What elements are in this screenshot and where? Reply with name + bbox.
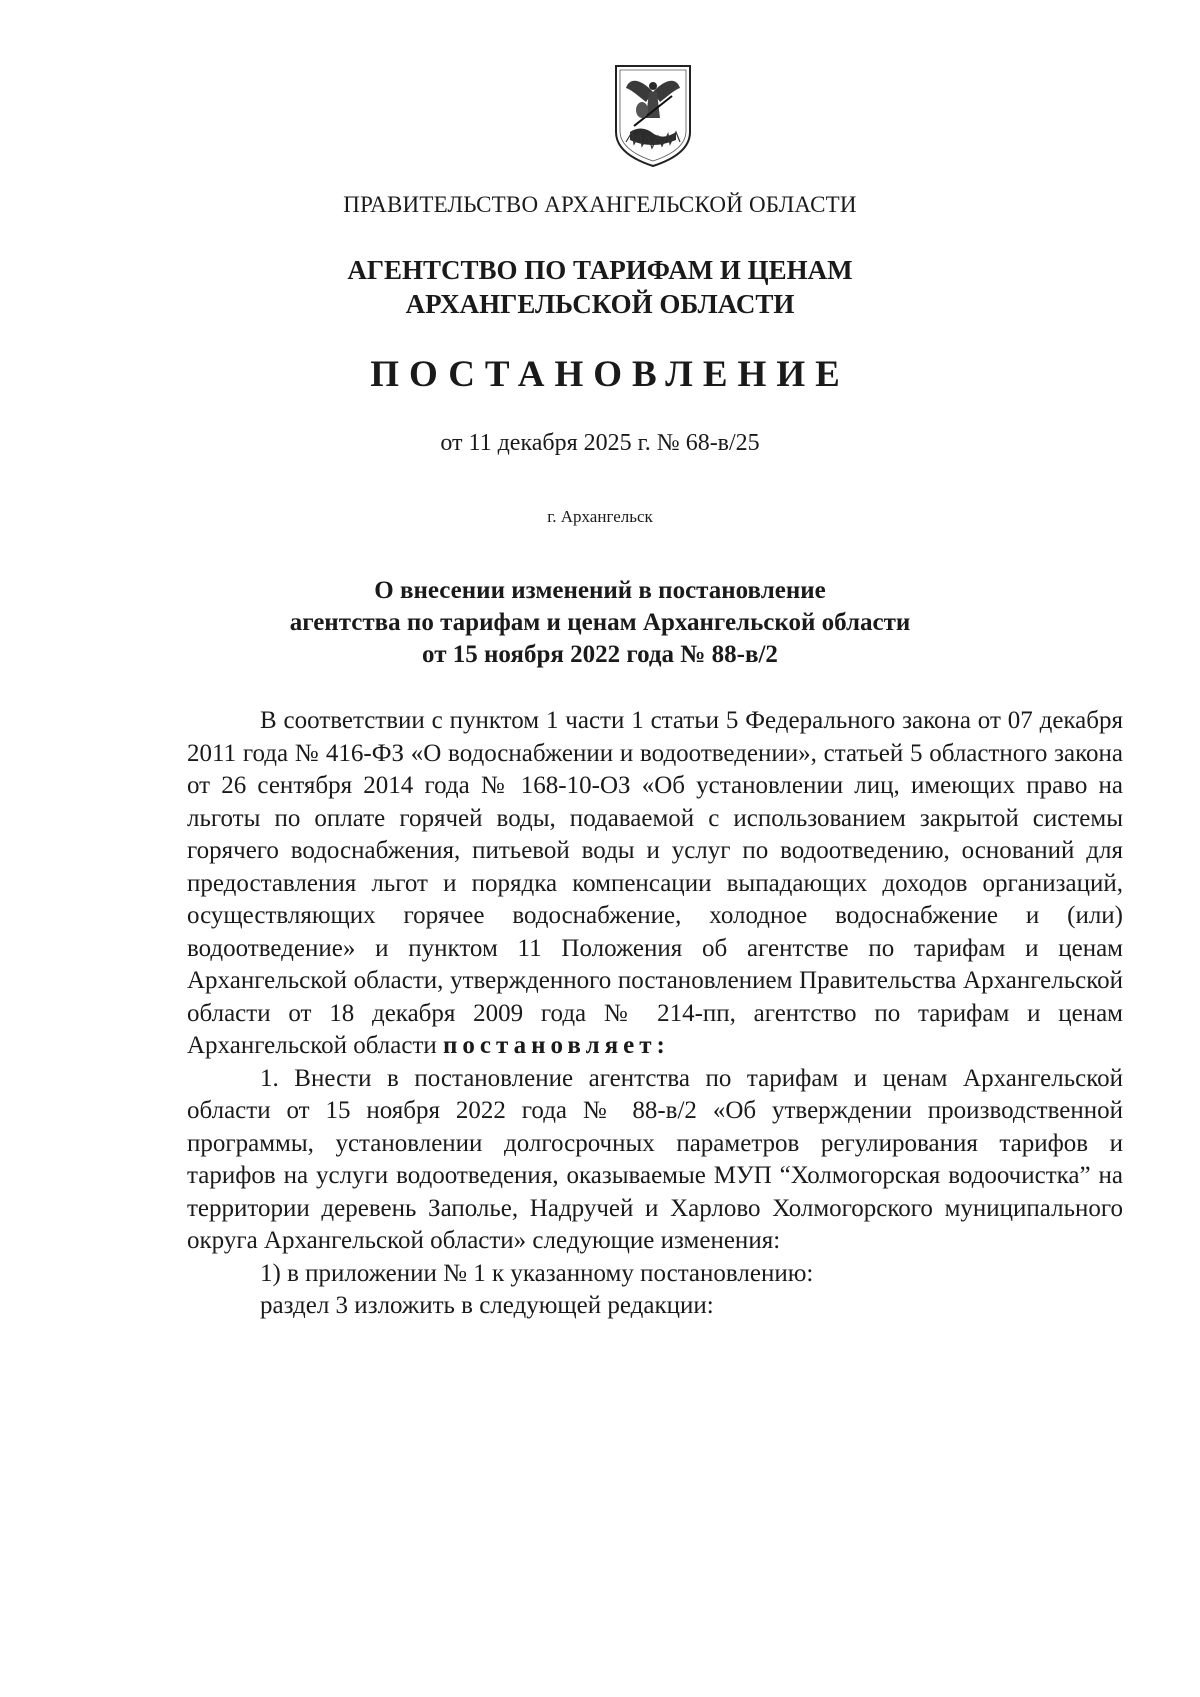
agency-name <box>0 253 1200 321</box>
coat-of-arms-icon <box>612 62 694 170</box>
subject-line1: О внесении изменений в постановление <box>374 577 826 604</box>
government-name: ПРАВИТЕЛЬСТВО АРХАНГЕЛЬСКОЙ ОБЛАСТИ <box>343 192 857 217</box>
subitem-2: раздел 3 изложить в следующей редакции: <box>260 1292 714 1319</box>
preamble-paragraph <box>187 705 1123 1063</box>
document-type-heading: ПОСТАНОВЛЕНИЕ <box>370 354 850 395</box>
subject-line2: агентства по тарифам и ценам Архангельской области <box>289 609 911 636</box>
document-date-number: от 11 декабря 2025 г. № 68-в/25 <box>440 430 760 456</box>
item-1-paragraph: 1. Внести в постановление агентства по тарифам и ценам Архангельской области от 15 ноября 2022 года № 88-в/2 «Об утверждении производственной программы, установлении долгосрочных параметров регулирования тарифов и тарифов на услуги водоотведения, оказываемые МУП “Холмогорская водоочистка” на территории деревень Заполье, Надручей и Харлово Холмогорского муниципального округа Архангельской области» следующие изменения: <box>187 1064 1123 1254</box>
agency-name-line2: АРХАНГЕЛЬСКОЙ ОБЛАСТИ <box>405 289 795 319</box>
document-body <box>187 705 1123 1323</box>
preamble-text: В соответствии с пунктом 1 части 1 статьи 5 Федерального закона от 07 декабря 2011 года № 416-ФЗ «О водоснабжении и водоотведении», статьей 5 областного закона от 26 сентября 2014 года № 168-10-ОЗ «Об установлении лиц, имеющих право на льготы по оплате горячей воды, подаваемой с использованием закрытой системы горячего водоснабжения, питьевой воды и услуг по водоотведению, оснований для предоставления льгот и порядка компенсации выпадающих доходов организаций, осуществляющих горячее водоснабжение, холодное водоснабжение и (или) водоотведение» и пунктом 11 Положения об агентстве по тарифам и ценам Архангельской области, утвержденного постановлением Правительства Архангельской области от 18 декабря 2009 года № 214-пп, агентство по тарифам и ценам Архангельской области <box>187 707 1123 1059</box>
agency-name-line1: АГЕНТСТВО ПО ТАРИФАМ И ЦЕНАМ <box>347 255 853 285</box>
subject-line3: от 15 ноября 2022 года № 88-в/2 <box>422 641 778 668</box>
document-city: г. Архангельск <box>547 507 653 526</box>
document-subject <box>0 575 1200 671</box>
resolves-word: постановляет: <box>443 1032 670 1059</box>
subitem-1: 1) в приложении № 1 к указанному постановлению: <box>260 1259 814 1287</box>
